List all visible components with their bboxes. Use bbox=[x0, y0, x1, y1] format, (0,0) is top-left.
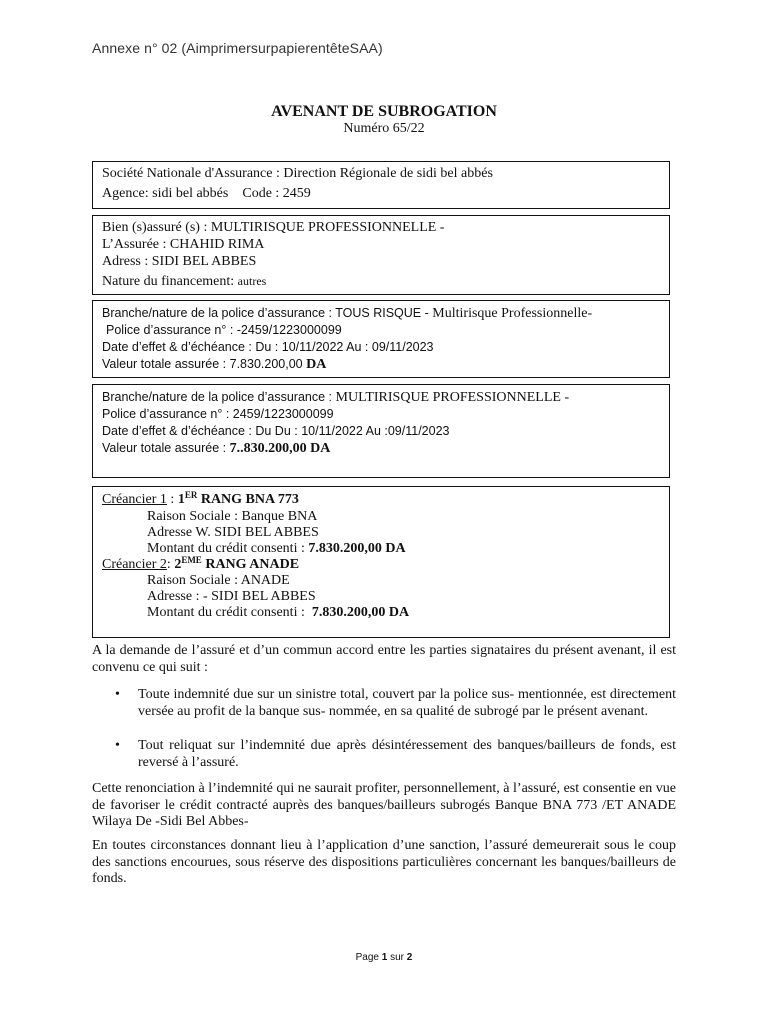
creditor-2-label: Créancier 2 bbox=[102, 557, 167, 572]
company-box bbox=[92, 161, 670, 209]
policy-box-2 bbox=[92, 384, 670, 478]
policy-2-number: Police d’assurance n° : 2459/1223000099 bbox=[102, 407, 334, 421]
insured-name: L’Assurée : CHAHID RIMA bbox=[102, 237, 265, 252]
footer-page-number: 1 bbox=[381, 952, 388, 963]
insured-address: Adress : SIDI BEL ABBES bbox=[102, 254, 257, 269]
sanctions-paragraph: En toutes circonstances donnant lieu à l’application d’une sanction, l’assuré demeurerait sous le coup des sanctions encourues, sous réserve des dispositions particulières concernant les banques/bailleurs de fonds. bbox=[92, 838, 676, 886]
policy-2-value-label: Valeur totale assurée : bbox=[102, 441, 227, 455]
creditor-1-amount-value: 7.830.200,00 DA bbox=[308, 541, 406, 556]
creditor-1-company: Raison Sociale : Banque BNA bbox=[147, 509, 318, 524]
policy-2-branch-suffix: MULTIRISQUE PROFESSIONNELLE - bbox=[335, 390, 570, 405]
policy-2-value-amount: 7..830.200,00 DA bbox=[229, 441, 331, 456]
creditor-2-rank: RANG ANADE bbox=[201, 557, 300, 572]
bullet-1-marker: • bbox=[115, 687, 120, 702]
footer-page-word: Page bbox=[355, 952, 379, 963]
agency-code: Code : 2459 bbox=[242, 186, 311, 201]
creditor-2-amount-label: Montant du crédit consenti : bbox=[147, 605, 305, 620]
creditor-2-heading bbox=[102, 557, 299, 573]
policy-2-value bbox=[102, 440, 330, 457]
bullet-2-marker: • bbox=[115, 738, 120, 753]
policy-1-value-label: Valeur totale assurée : 7.830.200,00 bbox=[102, 357, 303, 371]
creditor-1-heading bbox=[102, 492, 299, 508]
page-footer bbox=[0, 952, 768, 963]
creditors-box bbox=[92, 486, 670, 638]
policy-1-branch-suffix: Multirisque Professionnelle- bbox=[432, 306, 593, 321]
insured-box bbox=[92, 215, 670, 295]
policy-box-1 bbox=[92, 300, 670, 378]
financing-nature bbox=[102, 273, 266, 290]
creditor-1-rank-sup: ER bbox=[184, 490, 198, 500]
creditor-1-rank-num: 1 bbox=[177, 492, 185, 507]
header-note: Annexe n° 02 (AimprimersurpapierentêteSAA) bbox=[92, 40, 383, 56]
agency-line bbox=[102, 186, 311, 202]
creditor-2-sep: : bbox=[166, 557, 175, 572]
renunciation-paragraph: Cette renonciation à l’indemnité qui ne saurait profiter, personnellement, à l’assuré, est consentie en vue de favoriser le crédit contracté auprès des banques/bailleurs subrogés Banque BNA 773 /ET ANADE Wilaya De -Sidi Bel Abbes- bbox=[92, 781, 676, 829]
policy-1-value-unit: DA bbox=[306, 357, 327, 372]
document-title: AVENANT DE SUBROGATION bbox=[271, 103, 497, 120]
financing-value: autres bbox=[237, 274, 267, 288]
insured-property: Bien (s)assuré (s) : MULTIRISQUE PROFESSIONNELLE - bbox=[102, 220, 445, 235]
financing-label: Nature du financement: bbox=[102, 274, 235, 289]
creditor-2-company: Raison Sociale : ANADE bbox=[147, 573, 290, 588]
policy-2-branch bbox=[102, 389, 569, 406]
policy-1-value bbox=[102, 356, 326, 373]
creditor-1-label: Créancier 1 bbox=[102, 492, 167, 507]
creditor-2-address: Adresse : - SIDI BEL ABBES bbox=[147, 589, 316, 604]
document-number: Numéro 65/22 bbox=[343, 121, 425, 136]
policy-2-branch-prefix: Branche/nature de la police d’assurance : bbox=[102, 390, 333, 404]
creditor-2-rank-num: 2 bbox=[174, 557, 182, 572]
creditor-1-address: Adresse W. SIDI BEL ABBES bbox=[147, 525, 319, 540]
creditor-1-rank: RANG BNA 773 bbox=[197, 492, 299, 507]
policy-1-number: Police d’assurance n° : -2459/1223000099 bbox=[106, 323, 342, 337]
company-line: Société Nationale d'Assurance : Direction Régionale de sidi bel abbés bbox=[102, 166, 493, 181]
agency-value: Agence: sidi bel abbés bbox=[102, 186, 229, 201]
policy-1-branch bbox=[102, 305, 592, 322]
policy-1-dates: Date d’effet & d’échéance : Du : 10/11/2022 Au : 09/11/2023 bbox=[102, 340, 434, 354]
footer-sur-word: sur bbox=[390, 952, 405, 963]
creditor-2-amount bbox=[147, 605, 409, 621]
footer-page-total: 2 bbox=[406, 952, 413, 963]
policy-2-dates: Date d’effet & d’échéance : Du Du : 10/11/2022 Au :09/11/2023 bbox=[102, 424, 450, 438]
creditor-1-sep: : bbox=[166, 492, 178, 507]
bullet-1-text: Toute indemnité due sur un sinistre total, couvert par la police sus- mentionnée, est directement versée au profit de la banque sus- nommée, en sa qualité de subrogé par le présent avenant. bbox=[138, 687, 676, 719]
bullet-2-text: Tout reliquat sur l’indemnité due après désintéressement des banques/bailleurs de fonds, est reversé à l’assuré. bbox=[138, 738, 676, 770]
intro-paragraph: A la demande de l’assuré et d’un commun accord entre les parties signataires du présent avenant, il est convenu ce qui suit : bbox=[92, 643, 676, 675]
policy-1-branch-prefix: Branche/nature de la police d’assurance : TOUS RISQUE - bbox=[102, 306, 429, 320]
creditor-2-rank-sup: EME bbox=[181, 555, 202, 565]
creditor-2-amount-value: 7.830.200,00 DA bbox=[311, 605, 410, 620]
creditor-1-amount-label: Montant du crédit consenti : bbox=[147, 541, 305, 556]
